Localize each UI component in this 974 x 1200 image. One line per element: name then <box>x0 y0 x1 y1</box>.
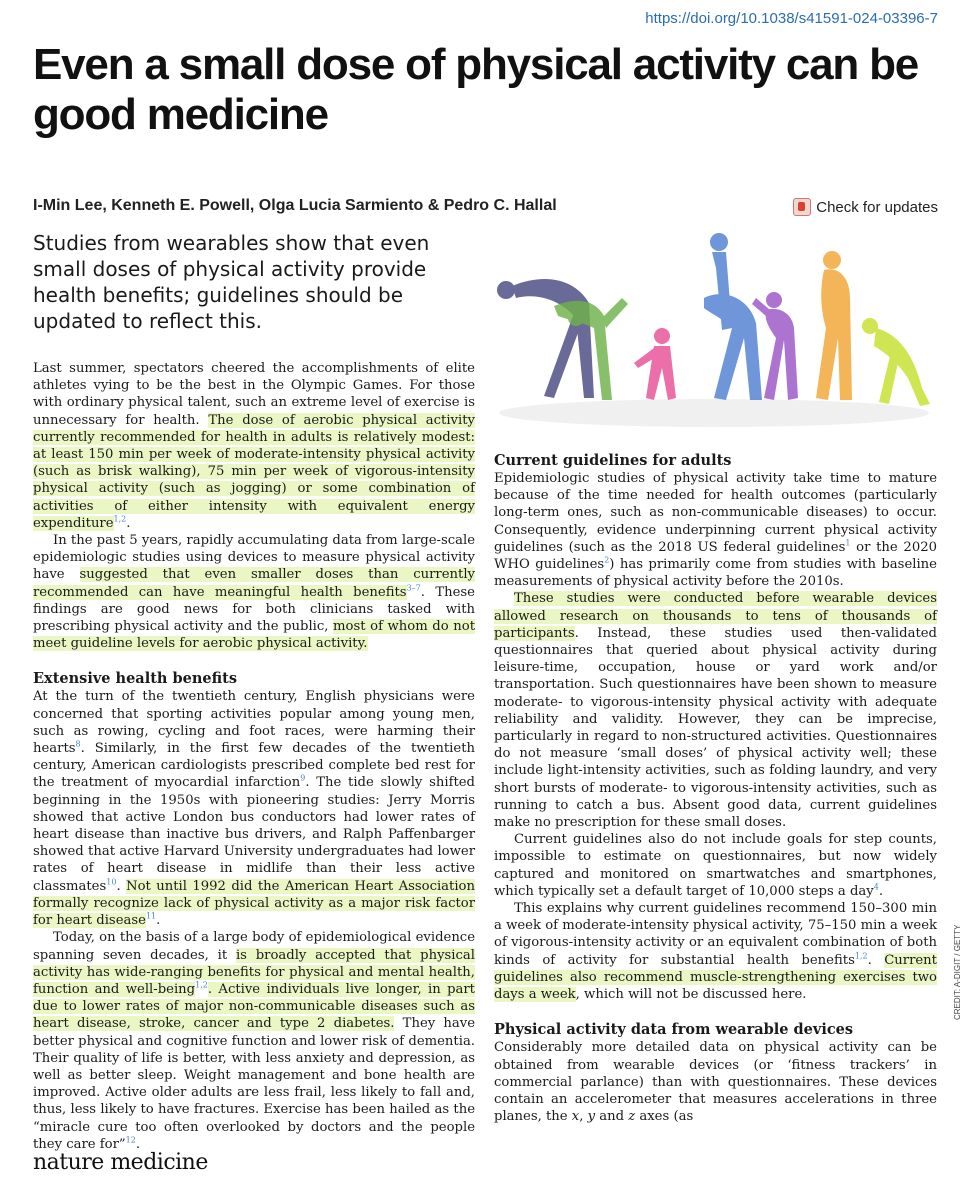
reference[interactable]: 10 <box>106 877 117 887</box>
image-credit: CREDIT: A-DIGIT / GETTY <box>953 924 962 1020</box>
figure-person-4 <box>704 233 762 400</box>
highlight: . Active individuals live longer, in part due to lower rates of major non-communicable diseases such as heart disease, stroke, cancer and type 2 diabetes. <box>33 981 475 1032</box>
highlight: The dose of aerobic physical activity currently recommended for health in adults is relatively modest: at least 150 min per week of moderate-intensity physical activity (such as brisk walking), 75 min per week of vigorous-intensity physical activity (such as jogging) or some combination of activities of either intensity with equivalent energy expenditure <box>33 412 475 531</box>
author-list: I-Min Lee, Kenneth E. Powell, Olga Lucia Sarmiento & Pedro C. Hallal <box>33 197 557 214</box>
stretching-people-illustration <box>494 228 937 428</box>
highlight: most of whom do not meet guideline levels for aerobic physical activity. <box>33 619 475 652</box>
figure-person-7 <box>862 318 930 406</box>
figure-person-3 <box>634 328 676 400</box>
check-updates-button[interactable] <box>793 198 938 216</box>
left-column <box>33 360 475 1153</box>
reference[interactable]: 1 <box>845 538 851 548</box>
paragraph: At the turn of the twentieth century, English physicians were concerned that sporting activities popular among young men, such as rowing, cycling and foot races, were harming their hearts$^8$. Similarly, in the first few decades of the twentieth century, American cardiologists prescribed complete bed rest for the treatment of myocardial infarction$^9$. The tide slowly shifted beginning in the 1950s with pioneering studies: Jerry Morris showed that active London bus conductors had lower rates of heart disease than inactive bus drivers, and Ralph Paffenbarger showed that active Harvard University undergraduates had lower rates of heart disease in midlife than their less active classmates$^{10}$. Not until 1992 did the American Heart Association formally recognize lack of physical activity as a major risk factor for heart disease$^{11}$. <box>33 689 475 929</box>
paragraph: Considerably more detailed data on physical activity can be obtained from wearable devices (or ‘fitness trackers’ in commercial parlance) than with questionnaires. These devices contain an accelerometer that measures accelerations in three planes, the x, y and z axes (as <box>494 1040 937 1125</box>
article-title: Even a small dose of physical activity can be good medicine <box>33 40 919 139</box>
highlight: is broadly accepted that physical activity has wide-ranging benefits for physical and mental health, function and well-being <box>33 947 475 997</box>
section-heading-current-guidelines: Current guidelines for adults <box>494 452 732 469</box>
figure-shadow <box>499 399 929 427</box>
paragraph: Today, on the basis of a large body of epidemiological evidence spanning seven decades, it is broadly accepted that physical activity has wide-ranging benefits for physical and mental health, function and well-being$^{1,2}$. Active individuals live longer, in part due to lower rates of major non-communicable diseases such as heart disease, stroke, cancer and type 2 diabetes. They have better physical and cognitive function and lower risk of dementia. Their quality of life is better, with less anxiety and depression, as well as better sleep. Weight management and bone health are improved. Active older adults are less frail, less likely to fall and, thus, less likely to have fractures. Exercise has been hailed as the “miracle cure too often overlooked by doctors and the people they care for”$^{12}$. <box>33 930 475 1152</box>
bookmark-icon <box>793 198 811 216</box>
reference[interactable]: 1,2 <box>113 514 127 524</box>
highlight: Not until 1992 did the American Heart Association formally recognize lack of physical activity as a major risk factor for heart disease <box>33 878 475 929</box>
reference[interactable]: 4 <box>873 882 879 892</box>
doi-link[interactable]: https://doi.org/10.1038/s41591-024-03396-7 <box>645 10 938 27</box>
section-heading-wearable-data: Physical activity data from wearable devices <box>494 1021 854 1039</box>
paragraph: Current guidelines also do not include goals for step counts, impossible to estimate on questionnaires, but now widely captured and monitored on smartwatches and smartphones, which typically set a default target of 10,000 steps a day$^4$. <box>494 832 937 899</box>
right-column <box>494 452 937 1125</box>
standfirst: Studies from wearables show that even small doses of physical activity provide health benefits; guidelines should be updated to reflect this. <box>33 231 430 333</box>
reference[interactable]: 8 <box>75 739 81 749</box>
paragraph: This explains why current guidelines recommend 150–300 min a week of moderate-intensity physical activity, 75–150 min a week of vigorous-intensity activity or an equivalent combination of both kinds of activity for substantial health benefits$^{1,2}$. Current guidelines also recommend muscle-strengthening exercises two days a week, which will not be discussed here. <box>494 901 937 1003</box>
reference[interactable]: 3–7 <box>406 583 421 593</box>
paragraph: These studies were conducted before wearable devices allowed research on thousands to tens of thousands of participants. Instead, these studies used then-validated questionnaires that queried about physical activity during leisure-time, occupation, house or yard work and/or transportation. Such questionnaires have been shown to measure moderate- to vigorous-intensity physical activity with adequate reliability and validity. However, they can be imprecise, particularly in regard to non-structured activities. Questionnaires do not measure ‘small doses’ of physical activity well; these include light-intensity activities, such as folding laundry, and very short bursts of moderate- to vigorous-intensity activities, such as running to catch a bus. Absent good data, current guidelines make no prescription for these small doses. <box>494 591 937 831</box>
check-updates-label: Check for updates <box>816 198 938 216</box>
reference[interactable]: 11 <box>145 911 157 921</box>
journal-logo: nature medicine <box>33 1150 208 1175</box>
paragraph: Last summer, spectators cheered the accomplishments of elite athletes vying to be the best in the Olympic Games. For those with ordinary physical talent, such an extreme level of exercise is unnecessary for health. The dose of aerobic physical activity currently recommended for health in adults is relatively modest: at least 150 min per week of moderate-intensity physical activity (such as brisk walking), 75 min per week of vigorous-intensity physical activity (such as jogging) or some combination of activities of either intensity with equivalent energy expenditure$^{1,2}$. <box>33 361 475 531</box>
figure-person-1 <box>497 279 594 398</box>
paragraph: Epidemiologic studies of physical activity take time to mature because of the time needed for health outcomes (particularly long-term ones, such as non-communicable diseases) to occur. Consequently, evidence underpinning current physical activity guidelines (such as the 2018 US federal guidelines$^1$ or the 2020 WHO guidelines$^2$) has primarily come from studies with baseline measurements of physical activity before the 2010s. <box>494 471 937 590</box>
highlight: Current guidelines also recommend muscle-strengthening exercises two days a week <box>494 952 937 1003</box>
highlight: suggested that even smaller doses than currently recommended can have meaningful health benefits <box>33 567 475 600</box>
highlight: These studies were conducted before wearable devices allowed research on thousands to tens of thousands of participants <box>494 591 937 641</box>
reference[interactable]: 12 <box>125 1135 136 1145</box>
reference[interactable]: 9 <box>300 774 306 784</box>
reference[interactable]: 1,2 <box>854 951 868 961</box>
reference[interactable]: 1,2 <box>195 980 208 990</box>
paragraph: In the past 5 years, rapidly accumulating data from large-scale epidemiologic studies using devices to measure physical activity have suggested that even smaller doses than currently recommended can have meaningful health benefits$^{3-7}$. These findings are good news for both clinicians tasked with prescribing physical activity and the public, most of whom do not meet guideline levels for aerobic physical activity. <box>33 533 475 652</box>
figure-person-6 <box>816 251 852 400</box>
reference[interactable]: 2 <box>604 555 610 565</box>
section-heading-extensive-benefits: Extensive health benefits <box>33 670 238 688</box>
